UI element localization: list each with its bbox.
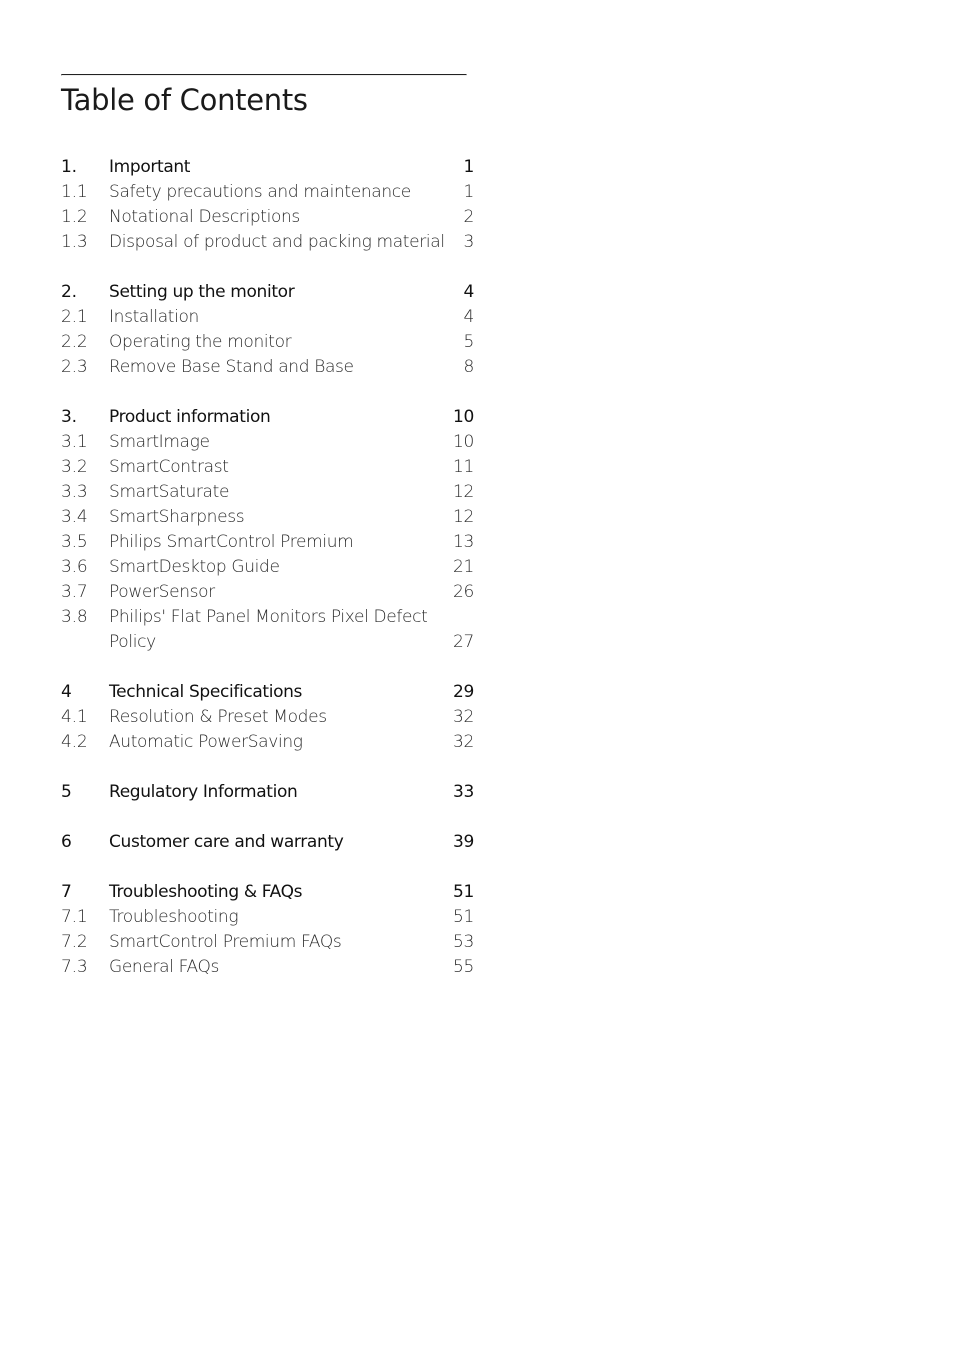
- toc-entry-sub-continued[interactable]: [61, 630, 474, 655]
- entry-page: 32: [452, 707, 474, 727]
- entry-number: 2.3: [61, 357, 88, 377]
- entry-title: Installation: [109, 307, 199, 327]
- toc-entry-sub[interactable]: [61, 580, 474, 605]
- entry-page: 51: [452, 907, 474, 927]
- toc-entry-main[interactable]: [61, 680, 474, 705]
- entry-page: 53: [452, 932, 474, 952]
- title-rule: [61, 74, 467, 76]
- entry-number: 3.2: [61, 457, 88, 477]
- entry-title: Notational Descriptions: [109, 207, 300, 227]
- entry-number: 3.5: [61, 532, 88, 552]
- entry-title: Operating the monitor: [109, 332, 292, 352]
- entry-number: 4.2: [61, 732, 88, 752]
- toc-entry-main[interactable]: [61, 405, 474, 430]
- toc-entry-sub[interactable]: [61, 530, 474, 555]
- entry-title: SmartImage: [109, 432, 210, 452]
- toc-entry-sub[interactable]: [61, 330, 474, 355]
- entry-page: 10: [452, 432, 474, 452]
- entry-number: 7.3: [61, 957, 88, 977]
- toc-entry-sub[interactable]: [61, 430, 474, 455]
- entry-number: 4: [61, 682, 72, 702]
- toc-entry-sub[interactable]: [61, 930, 474, 955]
- entry-title: General FAQs: [109, 957, 219, 977]
- toc-entry-sub[interactable]: [61, 730, 474, 755]
- entry-title: Setting up the monitor: [109, 282, 295, 302]
- toc-section: [61, 405, 474, 655]
- entry-title: Resolution & Preset Modes: [109, 707, 327, 727]
- entry-page: 55: [452, 957, 474, 977]
- entry-title: Disposal of product and packing material: [109, 232, 445, 252]
- entry-title: PowerSensor: [109, 582, 215, 602]
- toc-entry-sub[interactable]: [61, 905, 474, 930]
- toc-entry-main[interactable]: [61, 155, 474, 180]
- entry-title: Customer care and warranty: [109, 832, 344, 852]
- entry-page: 1: [463, 157, 474, 177]
- toc-list: [61, 155, 474, 980]
- page-title: Table of Contents: [61, 83, 308, 117]
- entry-title: SmartSharpness: [109, 507, 245, 527]
- entry-number: 1.2: [61, 207, 88, 227]
- entry-number: 7.1: [61, 907, 88, 927]
- entry-number: 2.: [61, 282, 77, 302]
- toc-section: [61, 830, 474, 855]
- entry-number: 2.1: [61, 307, 88, 327]
- entry-title: SmartControl Premium FAQs: [109, 932, 342, 952]
- entry-title: SmartSaturate: [109, 482, 230, 502]
- entry-number: 3.4: [61, 507, 88, 527]
- entry-title: Remove Base Stand and Base: [109, 357, 354, 377]
- entry-page: 2: [463, 207, 474, 227]
- entry-page: 3: [463, 232, 474, 252]
- entry-number: 3.8: [61, 607, 88, 627]
- entry-number: 5: [61, 782, 72, 802]
- entry-title: SmartDesktop Guide: [109, 557, 280, 577]
- entry-number: 6: [61, 832, 72, 852]
- toc-entry-sub[interactable]: [61, 230, 474, 255]
- entry-number: 4.1: [61, 707, 88, 727]
- toc-entry-sub[interactable]: [61, 455, 474, 480]
- entry-title: Regulatory Information: [109, 782, 298, 802]
- entry-number: 3.3: [61, 482, 88, 502]
- entry-number: 3.: [61, 407, 77, 427]
- entry-page: 33: [452, 782, 474, 802]
- toc-entry-main[interactable]: [61, 830, 474, 855]
- entry-title: Automatic PowerSaving: [109, 732, 303, 752]
- entry-number: 1.3: [61, 232, 88, 252]
- entry-page: 12: [452, 482, 474, 502]
- entry-page: 32: [452, 732, 474, 752]
- entry-page: 1: [463, 182, 474, 202]
- entry-page: 26: [452, 582, 474, 602]
- entry-page: 13: [452, 532, 474, 552]
- entry-page: 27: [452, 632, 474, 652]
- entry-page: 21: [452, 557, 474, 577]
- entry-page: 39: [452, 832, 474, 852]
- entry-number: 3.6: [61, 557, 88, 577]
- entry-title: Important: [109, 157, 191, 177]
- entry-title: Troubleshooting & FAQs: [109, 882, 303, 902]
- entry-page: 11: [452, 457, 474, 477]
- entry-page: 10: [452, 407, 474, 427]
- entry-page: 5: [463, 332, 474, 352]
- toc-entry-sub[interactable]: [61, 480, 474, 505]
- toc-entry-main[interactable]: [61, 880, 474, 905]
- entry-number: 3.1: [61, 432, 88, 452]
- entry-title: Product information: [109, 407, 271, 427]
- entry-number: 1.: [61, 157, 77, 177]
- entry-page: 4: [463, 307, 474, 327]
- toc-section: [61, 780, 474, 805]
- entry-number: 7: [61, 882, 72, 902]
- entry-page: 29: [452, 682, 474, 702]
- toc-entry-sub[interactable]: [61, 955, 474, 980]
- toc-entry-sub[interactable]: [61, 505, 474, 530]
- toc-section: [61, 280, 474, 380]
- entry-page: 8: [463, 357, 474, 377]
- entry-title: SmartContrast: [109, 457, 229, 477]
- toc-section: [61, 880, 474, 980]
- entry-number: 2.2: [61, 332, 88, 352]
- toc-entry-main[interactable]: [61, 280, 474, 305]
- toc-entry-sub[interactable]: [61, 705, 474, 730]
- toc-page: [61, 74, 474, 1005]
- toc-entry-sub[interactable]: [61, 205, 474, 230]
- entry-title: Troubleshooting: [109, 907, 239, 927]
- toc-entry-sub[interactable]: [61, 605, 474, 630]
- toc-section: [61, 680, 474, 755]
- toc-section: [61, 155, 474, 255]
- entry-page: 12: [452, 507, 474, 527]
- entry-title: Philips' Flat Panel Monitors Pixel Defect: [109, 607, 428, 627]
- entry-page: 4: [463, 282, 474, 302]
- entry-title: Philips SmartControl Premium: [109, 532, 354, 552]
- toc-entry-sub[interactable]: [61, 180, 474, 205]
- entry-title: Safety precautions and maintenance: [109, 182, 411, 202]
- toc-entry-sub[interactable]: [61, 305, 474, 330]
- toc-entry-sub[interactable]: [61, 355, 474, 380]
- entry-number: 7.2: [61, 932, 88, 952]
- entry-number: 3.7: [61, 582, 88, 602]
- toc-entry-sub[interactable]: [61, 555, 474, 580]
- entry-page: 51: [452, 882, 474, 902]
- toc-entry-main[interactable]: [61, 780, 474, 805]
- entry-title: Technical Specifications: [109, 682, 303, 702]
- entry-title-continued: Policy: [109, 632, 156, 652]
- entry-number: 1.1: [61, 182, 88, 202]
